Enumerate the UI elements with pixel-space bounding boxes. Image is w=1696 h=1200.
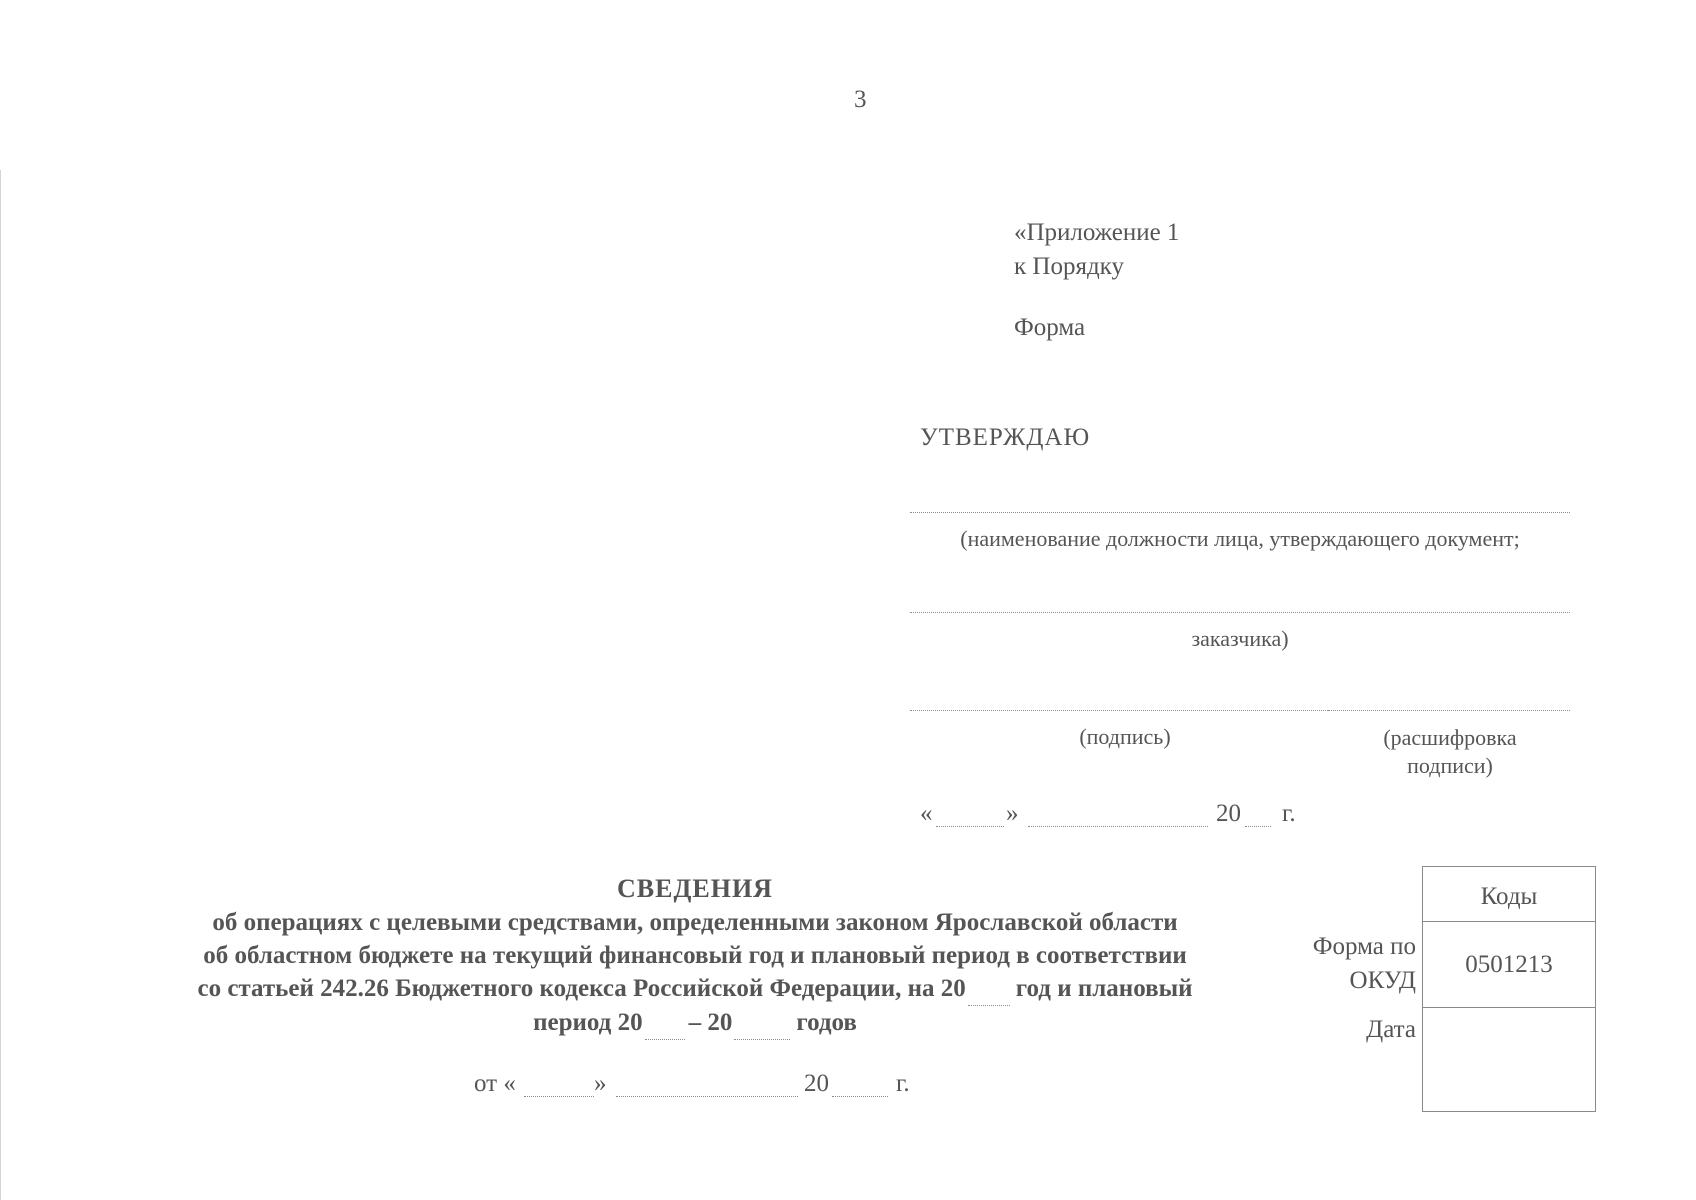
approval-year-fill-line <box>1245 826 1271 827</box>
title-line-4-dash: – 20 <box>688 1009 733 1036</box>
approval-date-open-quote: « <box>920 800 933 827</box>
approval-day-fill-line <box>936 826 1004 827</box>
document-date-prefix: от « <box>474 1070 516 1097</box>
title-line-2: об областном бюджете на текущий финансовый год и плановый период в соответствии <box>203 942 1187 969</box>
document-day-fill-line <box>524 1096 594 1097</box>
signature-decoding-caption-line-2: подписи) <box>1407 753 1493 778</box>
approval-date-close-quote: » <box>1006 800 1019 827</box>
codes-okud-divider <box>1423 1007 1595 1008</box>
okud-label <box>1298 930 1416 998</box>
appendix-reference <box>1014 216 1179 284</box>
title-year-blank <box>968 972 1010 1006</box>
document-year-fill-line <box>832 1096 888 1097</box>
title-heading: СВЕДЕНИЯ <box>617 874 773 903</box>
date-code-label: Дата <box>1366 1016 1416 1043</box>
okud-label-line-1: Форма по <box>1312 933 1416 960</box>
okud-code-value: 0501213 <box>1465 951 1553 978</box>
position-caption: (наименование должности лица, утверждающего документ; <box>960 526 1520 551</box>
document-title <box>120 872 1270 1040</box>
okud-label-line-2: ОКУД <box>1349 967 1416 994</box>
appendix-line-2: к Порядку <box>1014 253 1124 280</box>
customer-fill-line <box>910 612 1570 613</box>
title-plan-start-blank <box>645 1006 685 1040</box>
approval-year-prefix: 20 <box>1216 800 1241 827</box>
document-month-fill-line <box>616 1096 798 1097</box>
title-line-3-start: со статьей 242.26 Бюджетного кодекса Российской Федерации, на 20 <box>197 975 966 1002</box>
title-line-4 <box>120 1006 1270 1040</box>
signature-caption: (подпись) <box>1079 724 1171 749</box>
scan-margin-line <box>0 170 1 1200</box>
signature-decoding-caption <box>1330 724 1570 780</box>
form-label: Форма <box>1014 314 1086 341</box>
title-line-3-end: год и плановый <box>1015 975 1193 1002</box>
title-plan-end-blank <box>734 1006 790 1040</box>
approval-heading: УТВЕРЖДАЮ <box>920 424 1091 451</box>
title-line-1: об операциях с целевыми средствами, определенными законом Ярославской области <box>212 909 1178 936</box>
signature-fill-line <box>910 710 1330 711</box>
codes-header: Коды <box>1480 883 1538 910</box>
appendix-line-1: «Приложение 1 <box>1014 219 1180 246</box>
approval-year-suffix: г. <box>1282 800 1296 827</box>
title-line-4-start: период 20 <box>533 1009 643 1036</box>
codes-header-divider <box>1423 921 1595 922</box>
page-number: 3 <box>854 86 867 113</box>
signature-decoding-fill-line <box>1328 710 1570 711</box>
document-year-suffix: г. <box>896 1070 910 1097</box>
codes-table <box>1422 866 1596 1112</box>
document-date-close-quote: » <box>594 1070 607 1097</box>
customer-caption: заказчика) <box>1191 626 1289 651</box>
title-line-4-end: годов <box>796 1009 857 1036</box>
approval-month-fill-line <box>1028 826 1208 827</box>
position-fill-line <box>910 512 1570 513</box>
document-year-prefix: 20 <box>804 1070 829 1097</box>
title-body <box>120 906 1270 1040</box>
signature-decoding-caption-line-1: (расшифровка <box>1383 725 1517 750</box>
title-line-3 <box>120 972 1270 1006</box>
